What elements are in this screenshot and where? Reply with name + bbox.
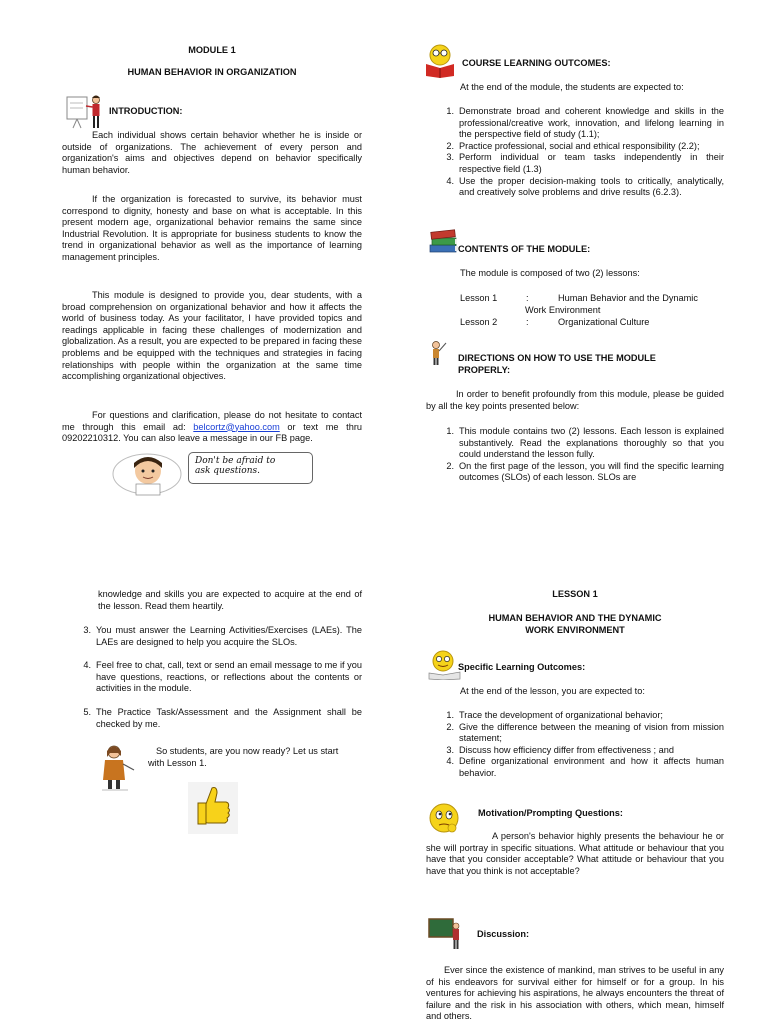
intro-paragraph-1: Each individual shows certain behavior whether he is inside or outside of organizations. The achievement of every person and organization's aims and objectives depend on behavior specifically human behavior. <box>62 130 362 175</box>
directions-continued: knowledge and skills you are expected to acquire at the end of the lesson. Read them heartily. <box>98 589 362 611</box>
chalkboard-teacher-icon <box>428 914 464 950</box>
lesson-2-title: Organizational Culture <box>558 317 650 327</box>
list-item-number: 3. <box>446 744 454 755</box>
book-reader-icon <box>424 44 456 78</box>
list-item-text: Trace the development of organizational behavior; <box>459 710 663 720</box>
clo-list <box>442 106 724 199</box>
list-item <box>442 141 724 153</box>
list-item <box>79 625 362 648</box>
bubble-line-1: Don't be afraid to <box>195 456 276 466</box>
speech-bubble <box>188 452 313 484</box>
lesson-2-label: Lesson 2 <box>460 317 498 327</box>
list-item <box>442 756 724 779</box>
teacher-pointer-icon <box>428 340 448 366</box>
motivation-heading: Motivation/Prompting Questions: <box>478 808 623 818</box>
smiley-reading-icon <box>428 650 462 680</box>
list-item <box>442 461 724 484</box>
list-item-text: Demonstrate broad and coherent knowledge and skills in the professional/creative work, innovation, and lifelong learning in the perspective field of study (1.1); <box>459 106 724 140</box>
lesson-2-colon: : <box>526 317 529 327</box>
list-item-number: 2. <box>446 140 454 151</box>
list-item <box>442 152 724 175</box>
list-item-text: Use the proper decision-making tools to critically, analytically, and creatively solve problems and drive results (6.2.3). <box>459 175 724 198</box>
list-item-text: Define organizational environment and how it affects human behavior. <box>459 756 724 778</box>
teacher-face-icon <box>110 452 185 497</box>
directions-intro: In order to benefit profoundly from this module, please be guided by all the key points presented below: <box>426 389 724 411</box>
module-subtitle: HUMAN BEHAVIOR IN ORGANIZATION <box>127 67 297 77</box>
intro-paragraph-4 <box>62 410 362 445</box>
slo-heading: Specific Learning Outcomes: <box>458 662 586 672</box>
list-item-number: 5. <box>83 706 91 717</box>
lesson-1-colon: : <box>526 293 529 303</box>
directions-list-continued <box>79 625 362 742</box>
list-item <box>442 710 724 722</box>
directions-heading-line-1: DIRECTIONS ON HOW TO USE THE MODULE <box>458 353 656 363</box>
teacher-standing-icon <box>94 744 138 792</box>
list-item <box>442 745 724 757</box>
lesson-1-title-b: Work Environment <box>525 305 601 315</box>
teacher-whiteboard-icon <box>66 94 106 130</box>
bubble-line-2: ask questions. <box>195 466 260 476</box>
list-item-text: Discuss how efficiency differ from effectiveness ; and <box>459 744 674 755</box>
list-item-number: 1. <box>446 710 454 720</box>
list-item <box>442 106 724 141</box>
list-item <box>442 722 724 745</box>
list-item-text: This module contains two (2) lessons. Each lesson is explained substantively. Read the explanations thoroughly so that you could understand the lesson fully. <box>459 426 724 460</box>
slo-intro: At the end of the lesson, you are expected to: <box>460 686 645 696</box>
list-item <box>79 707 362 730</box>
list-item-number: 3. <box>83 625 91 635</box>
list-item-text: Practice professional, social and ethical responsibility (2.2); <box>459 140 700 151</box>
list-item-text: Perform individual or team tasks independently in their respective field (1.3) <box>459 152 724 174</box>
list-item-text: The Practice Task/Assessment and the Assignment shall be checked by me. <box>96 706 362 729</box>
ready-line-1: So students, are you now ready? Let us start <box>156 746 339 756</box>
lesson-label: LESSON 1 <box>552 589 598 599</box>
list-item-number: 4. <box>83 660 91 671</box>
thumbs-up-icon <box>188 782 238 834</box>
directions-heading-line-2: PROPERLY: <box>458 365 511 375</box>
list-item-text: Feel free to chat, call, text or send an email message to me if you have questions, reactions, or reflections about the contents or activities in the module. <box>96 660 362 694</box>
introduction-heading: INTRODUCTION: <box>109 106 183 116</box>
slo-list <box>442 710 724 780</box>
list-item-number: 1. <box>446 426 454 436</box>
list-item-text: Give the difference between the meaning of vision from mission statement; <box>459 721 724 744</box>
contents-heading: CONTENTS OF THE MODULE: <box>458 244 591 254</box>
list-item-text: On the first page of the lesson, you will find the specific learning outcomes (SLOs) of each lesson. SLOs are <box>459 460 724 483</box>
email-link[interactable]: belcortz@yahoo.com <box>193 421 280 432</box>
clo-heading: COURSE LEARNING OUTCOMES: <box>462 58 611 68</box>
list-item <box>79 660 362 695</box>
list-item-number: 2. <box>446 721 454 732</box>
intro-paragraph-3: This module is designed to provide you, dear students, with a broad comprehension on organizational behavior and how it affects the world of business today. As your facilitator, I have provided topics and readings applicable in facing these challenges of modernization and globalization. As a result, you are expected to be prepared in facing these problems and be equipped with the techniques and strategies in facing relationships with people within the organization at the same time accomplishing organizational objectives. <box>62 290 362 382</box>
list-item-number: 3. <box>446 152 454 163</box>
lesson-title-line-1: HUMAN BEHAVIOR AND THE DYNAMIC <box>488 613 662 623</box>
lesson-title-line-2: WORK ENVIRONMENT <box>525 625 625 635</box>
ready-line-2: with Lesson 1. <box>148 758 207 768</box>
list-item-number: 2. <box>446 460 454 471</box>
list-item <box>442 176 724 199</box>
books-stack-icon <box>428 228 460 254</box>
list-item-text: You must answer the Learning Activities/Exercises (LAEs). The LAEs are designed to help you acquire the SLOs. <box>96 625 362 647</box>
module-title: MODULE 1 <box>188 45 236 55</box>
contents-intro: The module is composed of two (2) lessons: <box>460 268 640 278</box>
intro-paragraph-2: If the organization is forecasted to survive, its behavior must correspond to dignity, honesty and base on what is acceptable. In this present modern age, organizational behavior remains the same since Industrial Revolution. It is appropriate for business students to know the trend in organizational behavior as well as the importance of learning management principles. <box>62 194 362 262</box>
clo-intro: At the end of the module, the students are expected to: <box>460 82 684 92</box>
discussion-heading: Discussion: <box>477 929 530 939</box>
contact-text-before: For questions and clarification, please do not hesitate to contact me through this email ad: <box>62 410 362 432</box>
list-item-number: 1. <box>446 106 454 116</box>
list-item-number: 4. <box>446 175 454 186</box>
motivation-text: A person's behavior highly presents the behaviour he or she will portray in specific situations. What attitude or behaviour that you have that you consider acceptable? What attitude or behaviour that you have that you think is not acceptable? <box>426 831 724 876</box>
contact-text-after: or text me thru 09202210312. You can also leave a message in our FB page. <box>62 421 362 444</box>
lesson-1-label: Lesson 1 <box>460 293 498 303</box>
lesson-1-title-a: Human Behavior and the Dynamic <box>558 293 698 303</box>
discussion-text: Ever since the existence of mankind, man strives to be useful in any of his endeavors for survival either for himself or for a group. In his ventures for achieving his aspirations, he always encounters the threat of failure and the risk in his association with others, which mean, himself and others. <box>426 965 724 1022</box>
list-item <box>442 426 724 461</box>
directions-list <box>442 426 724 484</box>
list-item-number: 4. <box>446 756 454 767</box>
